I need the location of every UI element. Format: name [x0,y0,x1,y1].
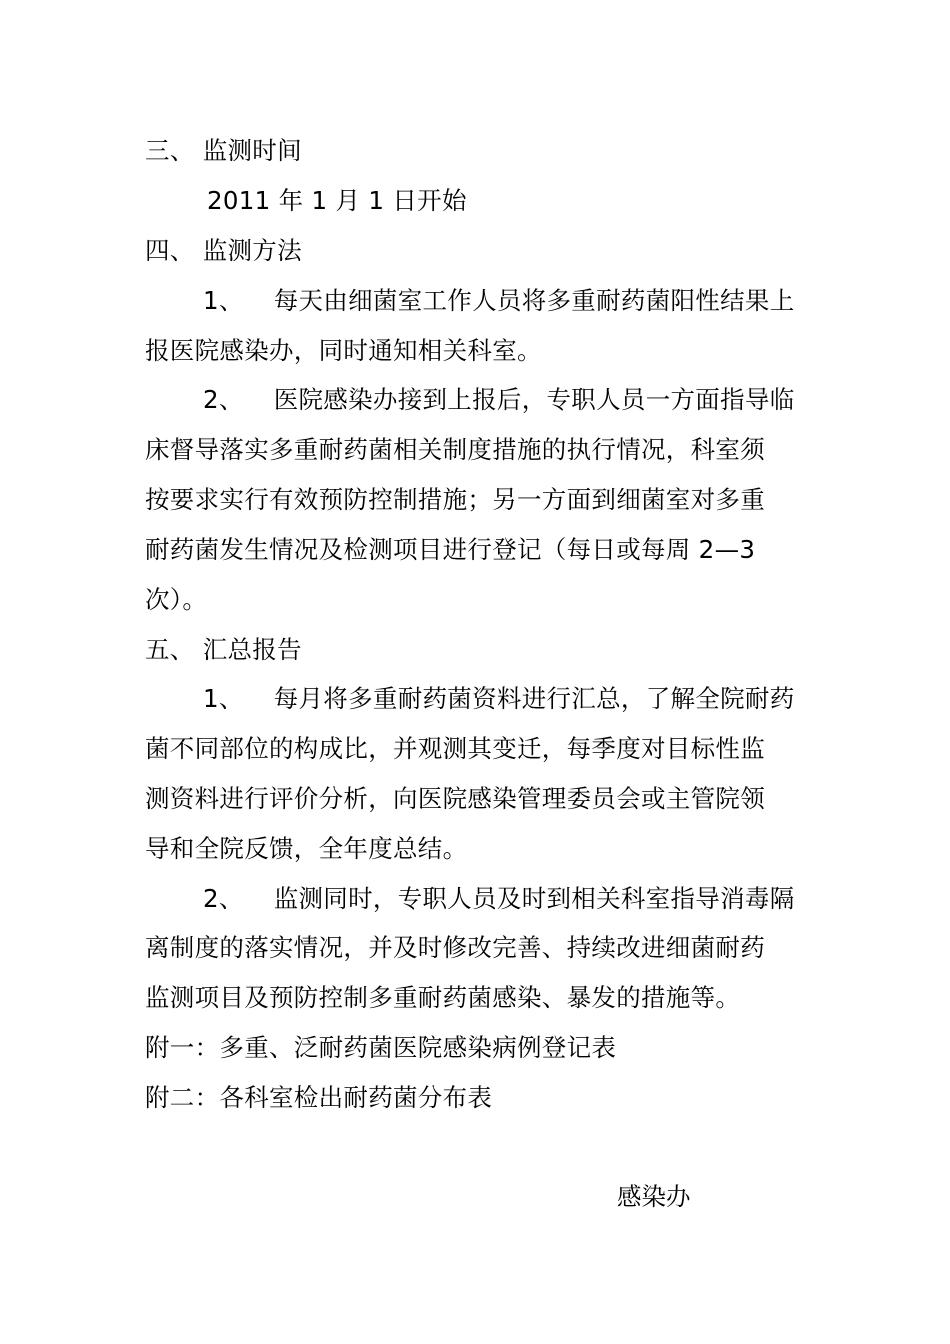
paragraph-line: 测资料进行评价分析，向医院感染管理委员会或主管院领 [145,784,765,813]
monitoring-start-date: 2011 年 1 月 1 日开始 [207,186,467,215]
section-heading-summary-report: 五、 汇总报告 [145,635,302,664]
signature-department: 感染办 [617,1182,691,1211]
paragraph-line: 菌不同部位的构成比，并观测其变迁，每季度对目标性监 [145,734,765,763]
section-heading-monitoring-time: 三、 监测时间 [145,136,302,165]
paragraph-line: 医院感染办接到上报后，专职人员一方面指导临 [273,385,795,414]
item-number: 1、 [203,286,244,315]
paragraph-line: 床督导落实多重耐药菌相关制度措施的执行情况，科室须 [145,435,765,464]
paragraph-line: 监测同时，专职人员及时到相关科室指导消毒隔 [273,884,795,913]
paragraph-line: 监测项目及预防控制多重耐药菌感染、暴发的措施等。 [145,983,741,1012]
paragraph-line: 导和全院反馈，全年度总结。 [145,834,468,863]
method-item-2-first-line [203,384,795,416]
item-number: 2、 [203,385,244,414]
paragraph-line: 报医院感染办，同时通知相关科室。 [145,336,542,365]
paragraph-line: 每月将多重耐药菌资料进行汇总，了解全院耐药 [273,684,795,713]
appendix-1: 附一：多重、泛耐药菌医院感染病例登记表 [145,1033,617,1062]
report-item-1-first-line [203,683,795,715]
section-heading-monitoring-method: 四、 监测方法 [145,236,302,265]
item-number: 2、 [203,884,244,913]
appendix-2: 附二：各科室检出耐药菌分布表 [145,1083,493,1112]
report-item-2-first-line [203,883,795,915]
paragraph-line: 按要求实行有效预防控制措施；另一方面到细菌室对多重 [145,485,765,514]
paragraph-line: 每天由细菌室工作人员将多重耐药菌阳性结果上 [273,286,795,315]
paragraph-line: 离制度的落实情况，并及时修改完善、持续改进细菌耐药 [145,933,765,962]
method-item-1-first-line [203,285,795,317]
paragraph-line: 耐药菌发生情况及检测项目进行登记（每日或每周 2—3 [145,535,756,564]
item-number: 1、 [203,684,244,713]
paragraph-line: 次）。 [145,585,208,614]
